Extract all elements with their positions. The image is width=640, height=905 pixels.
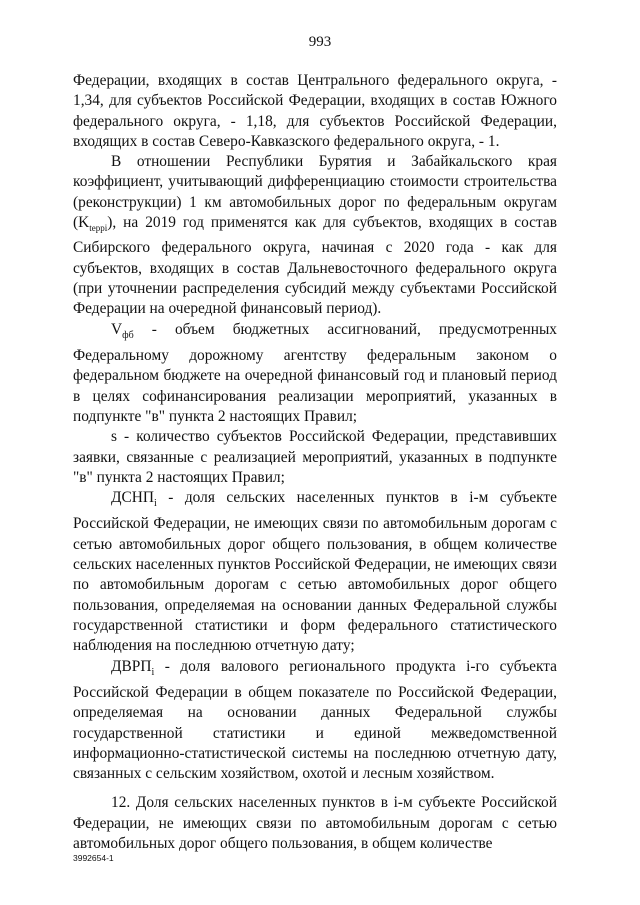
document-body — [73, 71, 557, 854]
page-number: 993 — [308, 34, 332, 50]
text-run: В отношении Республики Бурятия и Забайкальского края коэффициент, учитывающий дифференциацию стоимости строительства (реконструкции) 1 км автомобильных дорог по федеральным округам (K — [73, 153, 557, 232]
text-run: - доля сельских населенных пунктов в i-м субъекте Российской Федерации, не имеющих связи по автомобильным дорогам с сетью автомобильных дорог общего пользования, в общем количестве сельских населенных пунктов Российской Федерации, не имеющих связи по автомобильным дорогам с сетью автомобильных дорог общего пользования, определяемая на основании данных Федеральной службы государственной статистики и форм федерального статистического наблюдения на последнюю отчетную дату; — [73, 489, 557, 655]
subscript: i — [151, 666, 155, 678]
subscript: teppi — [89, 223, 108, 234]
variable-symbol: ДВРП — [111, 657, 152, 675]
subscript: фб — [122, 329, 134, 341]
paragraph-s-count: s - количество субъектов Российской Федерации, представивших заявки, связанные с реализацией мероприятий, указанных в подпункте "в" пункта 2 настоящих Правил; — [73, 428, 557, 486]
text-run: - доля валового регионального продукта i-го субъекта Российской Федерации в общем показателе по Российской Федерации, определяемая на основании данных Федеральной службы государственной статистики и единой межведомственной информационно-статистической системы на последнюю отчетную дату, связанных с сельским хозяйством, охотой и лесным хозяйством. — [73, 657, 557, 783]
paragraph-continuation: Федерации, входящих в состав Центрального федерального округа, - 1,34, для субъектов Российской Федерации, входящих в состав Южного федерального округа, - 1,18, для субъектов Российской Федерации, входящих в состав Северо-Кавказского федерального округа, - 1. — [73, 72, 557, 150]
paragraph-section-12: 12. Доля сельских населенных пунктов в i-м субъекте Российской Федерации, не имеющих связи по автомобильным дорогам с сетью автомобильных дорог общего пользования, в общем количестве — [73, 794, 557, 852]
variable-symbol: ДСНП — [111, 489, 154, 507]
text-run: - объем бюджетных ассигнований, предусмотренных Федеральному дорожному агентству федеральным законом о федеральном бюджете на очередной финансовый год и плановый период в целях софинансирования реализации мероприятий, указанных в подпункте "в" пункта 2 настоящих Правил; — [73, 320, 557, 425]
paragraph-buryatia — [73, 152, 557, 319]
paragraph-v-fb — [73, 320, 557, 428]
subscript: i — [154, 498, 157, 510]
paragraph-dsnp — [73, 488, 557, 656]
paragraph-dvrp — [73, 657, 557, 785]
document-footer-code: 3992654-1 — [73, 853, 114, 863]
text-run: ), на 2019 год применятся как для субъектов, входящих в состав Сибирского федерального округа, начиная с 2020 года - как для субъектов, входящих в состав Дальневосточного федерального округа (при уточнении распределения субсидий между субъектами Российской Федерации на очередной финансовый период). — [73, 214, 557, 318]
variable-symbol: V — [111, 320, 123, 338]
